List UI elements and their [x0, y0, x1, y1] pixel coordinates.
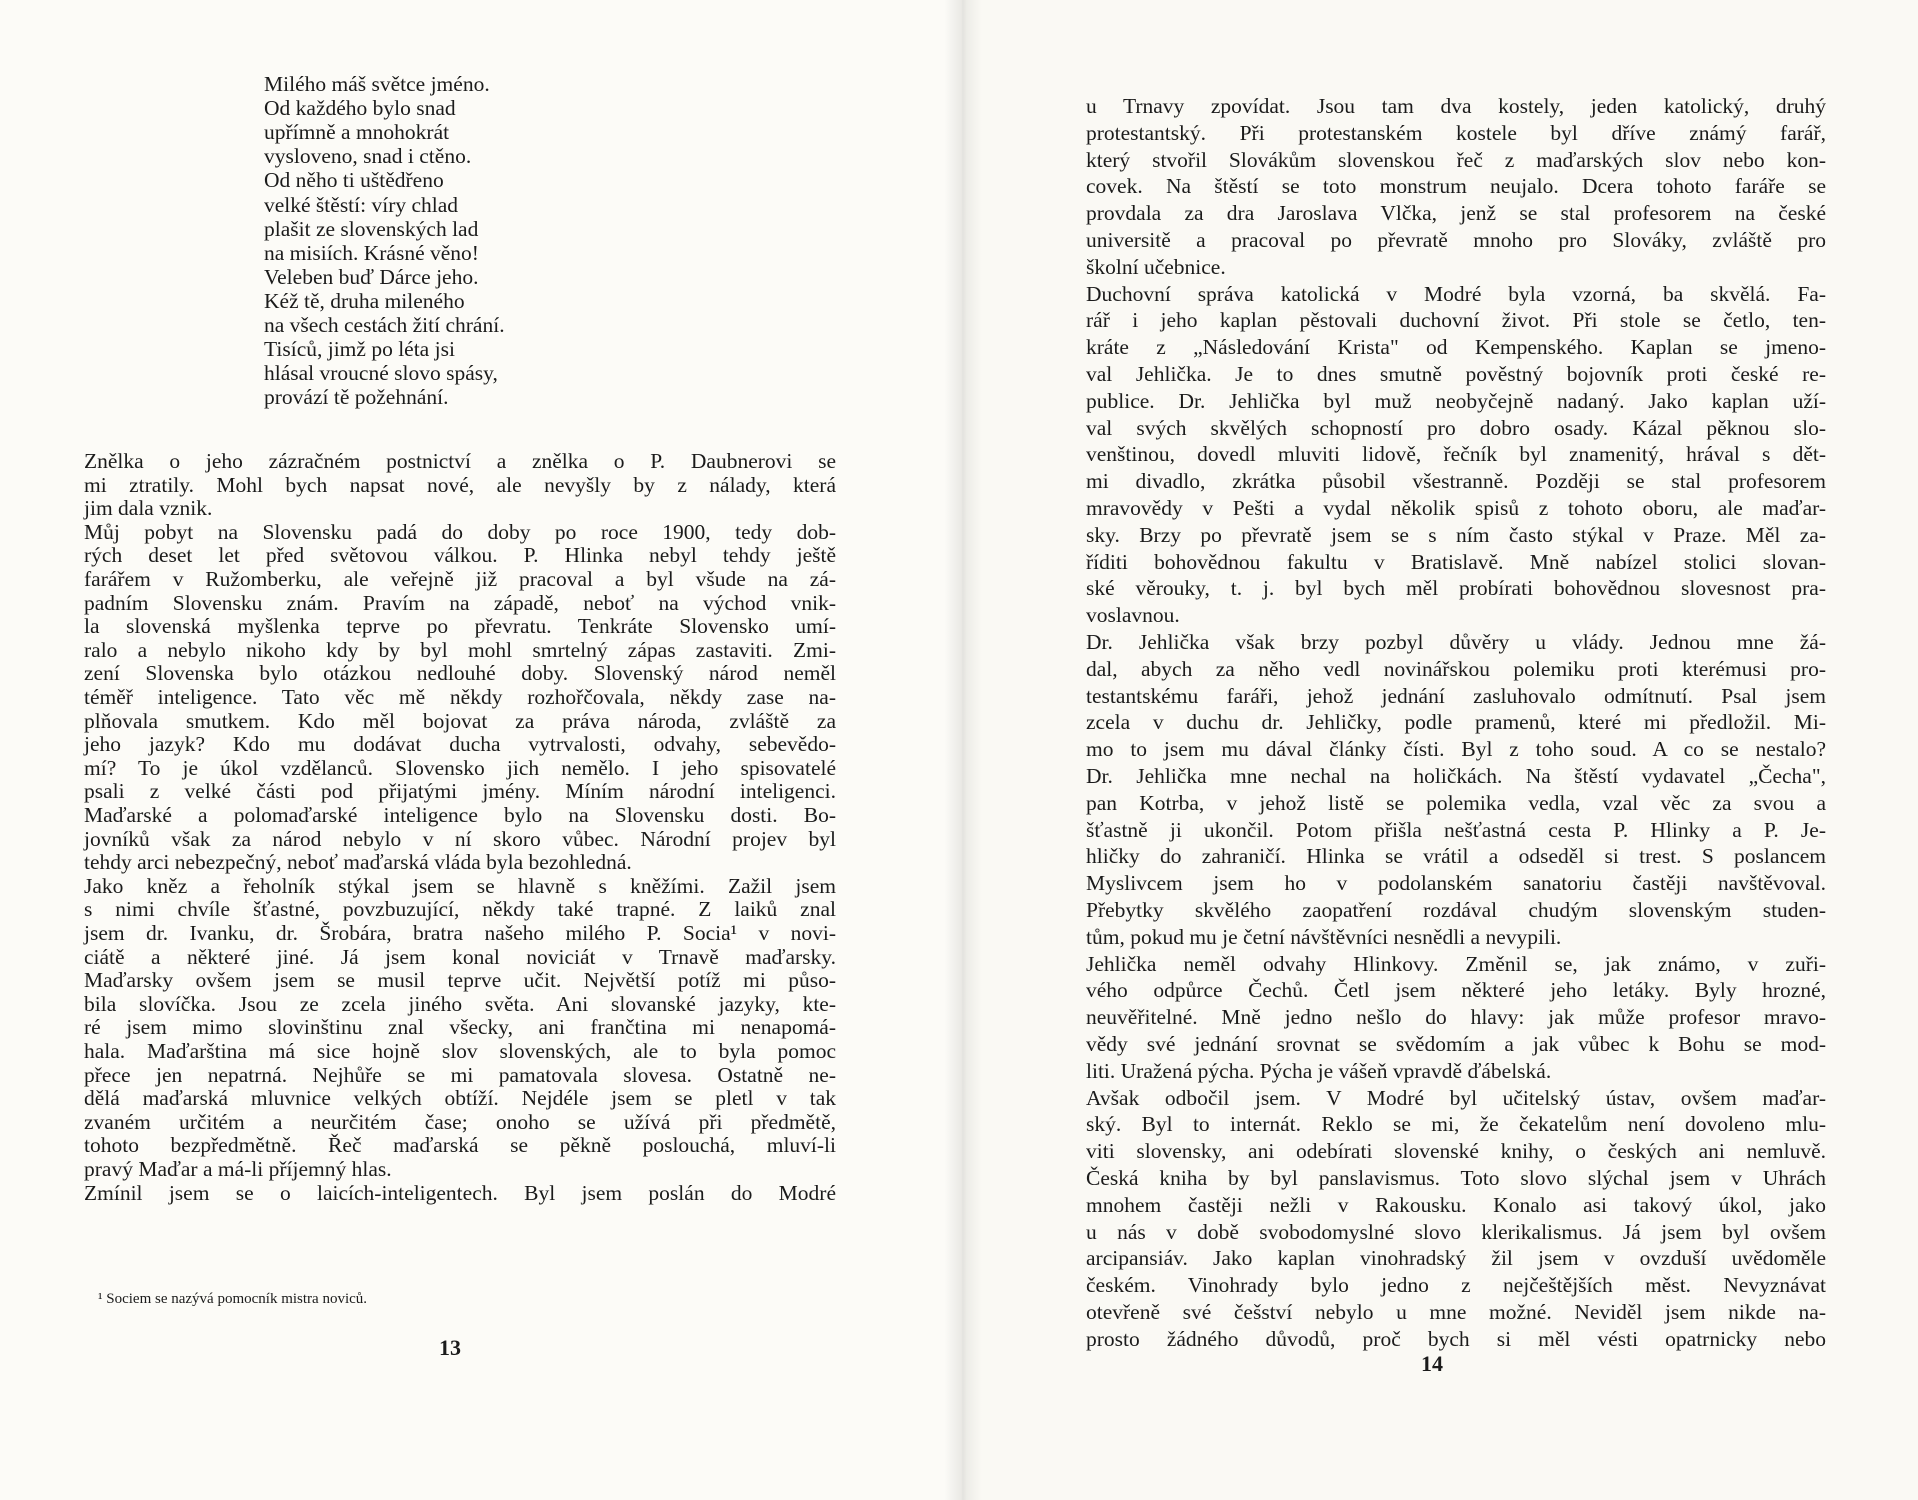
text-line: českém. Vinohrady bylo jedno z nejčeštějších měst. Nevyznávat [1086, 1273, 1826, 1298]
text-line: tům, pokud mu je četní návštěvníci nesnědli a nevypili. [1086, 924, 1562, 949]
text-line: jim dala vznik. [84, 496, 213, 521]
text-line: arcipansiáv. Jako kaplan vinohradský žil jsem v ovzduší uvědoměle [1086, 1246, 1826, 1271]
text-line: publice. Dr. Jehlička byl muž neobyčejně nadaný. Jako kaplan uží- [1086, 388, 1826, 413]
text-line: mravovědy v Pešti a vydal několik spisů z tohoto oboru, ale maďar- [1086, 496, 1826, 520]
text-line: Dr. Jehlička mne nechal na holičkách. Na štěstí vydavatel „Čecha", [1086, 764, 1826, 788]
text-line: Jako kněz a řeholník stýkal jsem se hlavně s kněžími. Zažil jsem [84, 873, 836, 898]
text-line: mi divadlo, zkrátka působil všestranně. Později se stal profesorem [1086, 469, 1826, 494]
text-line: mi ztratily. Mohl bych napsat nové, ale nevyšly by z nálady, která [84, 472, 836, 497]
text-line: rář i jeho kaplan pěstovali duchovní život. Při stole se četlo, ten- [1086, 308, 1826, 333]
poem-line: Milého máš světce jméno. [264, 72, 490, 96]
poem-line: na všech cestách žití chrání. [264, 313, 505, 337]
text-line: říditi bohovědnou fakultu v Bratislavě. Mně nabízel stolici slovan- [1086, 549, 1826, 574]
poem-line: upřímně a mnohokrát [264, 120, 450, 145]
text-line: s nimi chvíle šťastné, povzbuzující, někdy také trapné. Z laiků znal [84, 897, 836, 922]
text-line: padním Slovensku znám. Pravím na západě, neboť na východ vnik- [84, 590, 836, 615]
poem-line: plašit ze slovenských lad [264, 216, 479, 241]
poem-line: provází tě požehnání. [264, 385, 449, 410]
text-line: Přebytky skvělého zaopatření rozdával chudým slovenským studen- [1086, 898, 1826, 922]
text-line: jeho jazyk? Kdo mu dodávat ducha vytrvalosti, odvahy, sebevědo- [84, 732, 836, 757]
poem-line: Od něho ti uštědřeno [264, 168, 444, 193]
text-line: otevřeně své češství nebylo u mne možné. Neviděl jsem nikde na- [1086, 1300, 1826, 1324]
text-line: ský. Byl to internát. Reklo se mi, že čekatelům není dovoleno mlu- [1086, 1112, 1826, 1137]
text-line: protestantský. Při protestanském kostele byl dříve známý farář, [1086, 120, 1826, 145]
text-line: la slovenská myšlenka teprve po převratu. Tenkráte Slovensko umí- [84, 614, 836, 639]
text-line: testantskému faráři, jehož jednání zasluhovalo odmítnutí. Psal jsem [1086, 683, 1826, 708]
text-line: pravý Maďar a má-li příjemný hlas. [84, 1157, 392, 1181]
text-line: zení Slovenska bylo otázkou nedlouhé doby. Slovenský národ neměl [84, 661, 836, 686]
text-line: Duchovní správa katolická v Modré byla vzorná, ba skvělá. Fa- [1086, 281, 1826, 306]
text-line: jovníků však za národ nebylo v ní skoro vůbec. Národní projev byl [84, 826, 836, 851]
text-line: mo to jsem mu dával články čísti. Byl z toho soud. A co se nestalo? [1086, 737, 1826, 762]
text-line: ciátě a některé jiné. Já jsem konal noviciát v Trnavě maďarsky. [84, 944, 836, 969]
text-line: dělá maďarská mluvnice velkých obtíží. Nejdéle jsem se pletl v tak [84, 1086, 836, 1111]
text-line: Dr. Jehlička však brzy pozbyl důvěry u vlády. Jednou mne žá- [1086, 630, 1826, 654]
page-number: 14 [1421, 1351, 1443, 1376]
poem-line: Tisíců, jimž po léta jsi [264, 337, 455, 362]
text-line: voslavnou. [1086, 603, 1180, 628]
text-line: ralo a nebylo nikoho kdy by byl mohl smrtelný zápas zastaviti. Zmi- [84, 637, 836, 662]
text-line: který stvořil Slovákům slovenskou řeč z maďarských slov nebo kon- [1086, 147, 1826, 172]
text-line: ské věrouky, t. j. byl bych měl probírati bohovědnou slovesnost pra- [1086, 576, 1826, 601]
text-line: liti. Uražená pýcha. Pýcha je vášeň vpravdě ďábelská. [1086, 1058, 1552, 1083]
text-line: hličky do zahraničí. Hlinka se vrátil a odseděl si trest. S poslancem [1086, 844, 1826, 869]
text-line: rých deset let před světovou válkou. P. Hlinka nebyl tehdy ještě [84, 543, 836, 568]
text-line: farářem v Ružomberku, ale veřejně již pracoval a byl všude na zá- [84, 567, 836, 591]
text-line: sky. Brzy po převratě jsem se s ním často stýkal v Praze. Měl za- [1086, 522, 1826, 547]
poem-line: vysloveno, snad i ctěno. [264, 144, 472, 169]
poem-line: velké štěstí: víry chlad [264, 192, 459, 217]
page-number: 13 [439, 1335, 461, 1360]
poem-line: na misiích. Krásné věno! [264, 240, 479, 265]
text-line: covek. Na štěstí se toto monstrum neujalo. Dcera tohoto faráře se [1086, 174, 1826, 199]
text-line: Jehlička neměl odvahy Hlinkovy. Změnil se, jak známo, v zuři- [1086, 951, 1826, 976]
text-line: zcela v duchu dr. Jehličky, podle pramenů, které mi předložil. Mi- [1086, 710, 1826, 735]
text-line: universitě a pracoval po převratě mnoho pro Slováky, zvláště pro [1086, 228, 1826, 252]
text-line: Znělka o jeho zázračném postnictví a znělka o P. Daubnerovi se [84, 449, 836, 473]
text-line: pan Kotrba, v jehož listě se polemika vedla, vzal věc za svou a [1086, 790, 1826, 815]
text-line: školní učebnice. [1086, 254, 1226, 279]
text-line: jsem dr. Ivanku, dr. Šrobára, bratra našeho milého P. Socia¹ v novi- [84, 921, 836, 945]
text-line: Myslivcem jsem ho v podolanském sanatoriu častěji navštěvoval. [1086, 871, 1826, 896]
text-line: u nás v době svobodomyslné slovo klerikalismus. Já jsem byl ovšem [1086, 1219, 1826, 1244]
text-line: prosto žádného důvodů, proč bych si měl vésti opatrnicky nebo [1086, 1326, 1826, 1351]
text-line: val svých skvělých schopností pro dobro osady. Kázal pěknou slo- [1086, 415, 1826, 440]
text-line: tohoto bezpředmětně. Řeč maďarská se pěkně poslouchá, mluví-li [84, 1133, 836, 1158]
text-line: bila slovíčka. Jsou ze zcela jiného světa. Ani slovanské jazyky, kte- [84, 991, 836, 1016]
text-line: Avšak odbočil jsem. V Modré byl učitelský ústav, ovšem maďar- [1086, 1085, 1826, 1110]
text-line: mnohem častěji nežli v Rakousku. Konalo asi takový úkol, jako [1086, 1192, 1826, 1217]
text-line: neuvěřitelné. Mně jedno nešlo do hlavy: jak může profesor mravo- [1086, 1005, 1826, 1030]
poem-line: Kéž tě, druha mileného [264, 288, 465, 313]
text-line: provdala za dra Jaroslava Vlčka, jenž se stal profesorem na české [1086, 201, 1826, 226]
poem-line: Veleben buď Dárce jeho. [264, 264, 479, 289]
text-line: téměř inteligence. Tato věc mě někdy rozhořčovala, někdy zase na- [84, 685, 836, 709]
text-line: ré jsem mimo slovinštinu znal všecky, ani frančtina mi nenapomá- [84, 1015, 836, 1040]
text-line: šťastně ji ukončil. Potom přišla nešťastná cesta P. Hlinky a P. Je- [1086, 817, 1826, 842]
text-line: Zmínil jsem se o laicích-inteligentech. Byl jsem poslán do Modré [84, 1180, 836, 1205]
text-line: tehdy arci nebezpečný, neboť maďarská vláda byla bezohledná. [84, 850, 632, 875]
text-line: val Jehlička. Je to dnes smutně pověstný bojovník proti české re- [1086, 362, 1826, 386]
text-line: vědy své jednání srovnat se svědomím a jak vůbec k Bohu se mod- [1086, 1032, 1826, 1056]
book-gutter [944, 0, 982, 1500]
text-line: hala. Maďarština má sice hojně slov slovenských, ale to byla pomoc [84, 1039, 836, 1063]
text-line: venštinou, dovedl mluviti lidově, řečník byl znamenitý, hrával s dět- [1086, 442, 1826, 467]
text-line: mí? To je úkol vzdělanců. Slovensko jich nemělo. I jeho spisovatelé [84, 755, 836, 780]
text-line: dal, abych za něho vedl novinářskou polemiku proti kterémusi pro- [1086, 656, 1826, 681]
text-line: u Trnavy zpovídat. Jsou tam dva kostely, jeden katolický, druhý [1086, 94, 1826, 118]
text-line: Maďarské a polomaďarské inteligence bylo na Slovensku dosti. Bo- [84, 803, 836, 827]
text-line: plňovala smutkem. Kdo měl bojovat za práva národa, zvláště za [84, 708, 836, 733]
text-line: Maďarsky ovšem jsem se musil teprve učit. Největší potíž mi půso- [84, 968, 836, 993]
text-line: vého odpůrce Čechů. Četl jsem některé jeho letáky. Byly hrozné, [1086, 978, 1826, 1003]
text-line: přece jen nepatrná. Nejhůře se mi pamatovala slovesa. Ostatně ne- [84, 1062, 836, 1087]
text-line: psali z velké části pod přijatými jmény. Míním národní inteligenci. [84, 779, 836, 804]
text-line: kráte z „Následování Krista" od Kempenského. Kaplan se jmeno- [1086, 335, 1826, 360]
text-line: viti slovensky, ani odebírati slovenské knihy, o českých ani nemluvě. [1086, 1139, 1826, 1164]
right-page [962, 0, 1918, 1500]
text-line: zvaném určitém a neurčitém čase; onoho se užívá při předmětě, [84, 1109, 836, 1134]
poem-line: hlásal vroucné slovo spásy, [264, 361, 498, 386]
poem-line: Od každého bylo snad [264, 96, 456, 121]
text-line: Můj pobyt na Slovensku padá do doby po roce 1900, tedy dob- [84, 519, 836, 544]
text-line: Česká kniha by byl panslavismus. Toto slovo slýchal jsem v Uhrách [1086, 1166, 1826, 1190]
footnote: ¹ Sociem se nazývá pomocník mistra noviců. [98, 1291, 368, 1307]
